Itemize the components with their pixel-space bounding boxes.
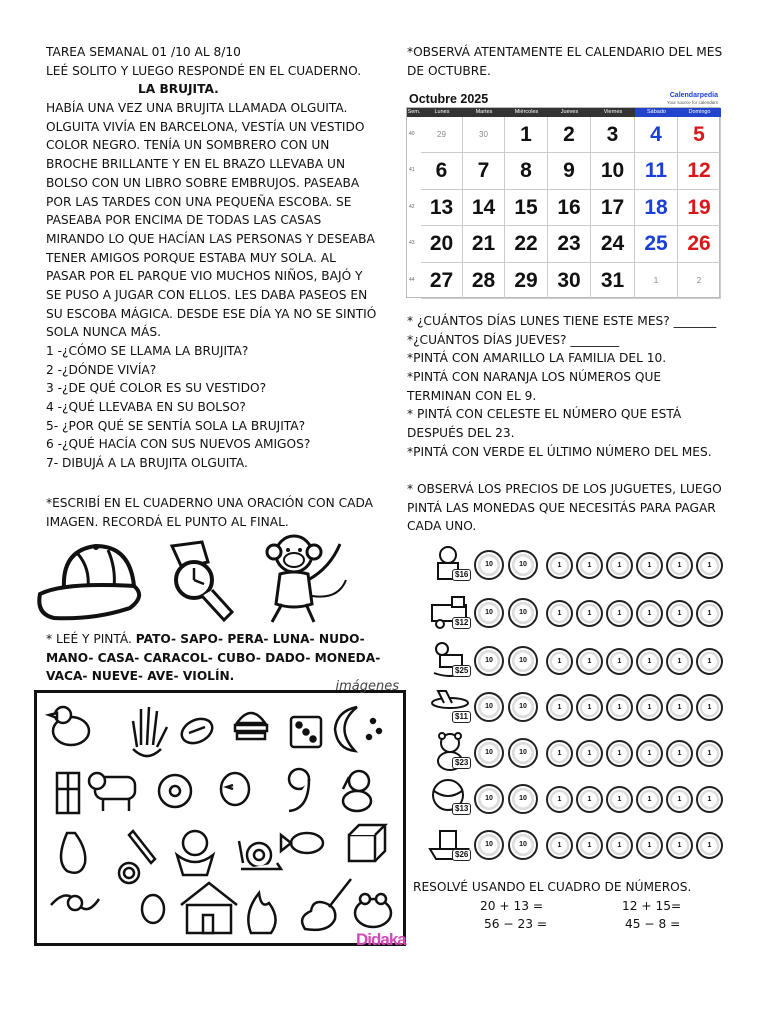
coin-one-icon[interactable]: 1 [576, 648, 603, 675]
coin-one-icon[interactable]: 1 [696, 786, 723, 813]
toy-row [428, 823, 738, 863]
toys-intro-line: PINTÁ LAS MONEDAS QUE NECESITÁS PARA PAGAR [407, 500, 716, 515]
calendar-day: 16 [548, 190, 591, 226]
coin-one-icon[interactable]: 1 [576, 786, 603, 813]
calendar-question: * ¿CUÁNTOS DÍAS LUNES TIENE ESTE MES? _______ [407, 314, 717, 328]
story-line: TENER AMIGOS PORQUE ESTABA MUY SOLA. AL [46, 250, 336, 265]
toy-price: $16 [452, 569, 471, 581]
coin-one-icon[interactable]: 1 [666, 786, 693, 813]
coin-one-icon[interactable]: 1 [546, 648, 573, 675]
toy-row [428, 639, 738, 679]
calendar-day: 17 [591, 190, 635, 226]
coin-one-icon[interactable]: 1 [666, 648, 693, 675]
toys-intro-line: CADA UNO. [407, 519, 477, 534]
toy-row [428, 685, 738, 725]
toy-price: $12 [452, 617, 471, 629]
calendar-day: 15 [505, 190, 548, 226]
coin-ten-icon[interactable]: 10 [508, 738, 538, 768]
calendar-brand [667, 92, 718, 106]
coin-one-icon[interactable]: 1 [666, 832, 693, 859]
cow-icon [89, 773, 135, 811]
coin-ten-icon[interactable]: 10 [474, 646, 504, 676]
coin-one-icon[interactable]: 1 [696, 832, 723, 859]
calendar-day: 28 [463, 263, 505, 299]
story-line: PASEABA POR ENCIMA DE TODAS LAS CASAS [46, 213, 322, 228]
story-title: LA BRUJITA. [138, 82, 219, 97]
calendar-day: 11 [635, 153, 678, 189]
coin-one-icon[interactable]: 1 [576, 600, 603, 627]
story-line: SE PUSO A JUGAR CON ELLOS. LES DABA PASEOS EN [46, 287, 368, 302]
calendar-question: TERMINAN CON EL 9. [407, 388, 537, 403]
question: 3 -¿DE QUÉ COLOR ES SU VESTIDO? [46, 381, 267, 396]
read-paint-prefix: * LEÉ Y PINTÁ. [46, 632, 132, 646]
math-problem: 12 + 15= [622, 898, 682, 913]
calendar-grid [406, 107, 720, 298]
calendar-day: 24 [591, 226, 635, 262]
calendar-weekday-header: Viernes [591, 108, 635, 117]
snail-icon [239, 841, 281, 869]
calendar-brand-name: Calendarpedia [669, 92, 718, 99]
coin-one-icon[interactable]: 1 [546, 832, 573, 859]
header-line: LEÉ SOLITO Y LUEGO RESPONDÉ EN EL CUADERNO. [46, 63, 362, 78]
coin-ten-icon[interactable]: 10 [508, 830, 538, 860]
coin-one-icon[interactable]: 1 [546, 600, 573, 627]
calendar-day: 8 [505, 153, 548, 189]
coin-ten-icon[interactable]: 10 [474, 784, 504, 814]
coin-ten-icon[interactable]: 10 [474, 692, 504, 722]
coin-one-icon[interactable]: 1 [696, 648, 723, 675]
sentence-task-line: IMAGEN. RECORDÁ EL PUNTO AL FINAL. [46, 514, 289, 529]
calendar-day: 27 [421, 263, 463, 299]
calendar-day: 25 [635, 226, 678, 262]
question: 5- ¿POR QUÉ SE SENTÍA SOLA LA BRUJITA? [46, 418, 306, 433]
calendar-weekday-header: Sábado [635, 108, 678, 117]
football-icon [178, 714, 216, 747]
cap-icon [34, 538, 150, 622]
coin-one-icon[interactable]: 1 [606, 786, 633, 813]
fish-icon [281, 833, 323, 853]
chick-icon [221, 773, 249, 805]
coin-one-icon[interactable]: 1 [576, 694, 603, 721]
coin-one-icon[interactable]: 1 [606, 694, 633, 721]
coin-one-icon[interactable]: 1 [696, 600, 723, 627]
bird-icon [49, 707, 89, 745]
pear-icon [61, 833, 85, 873]
didaka-logo: Didaka [356, 930, 406, 949]
calendar-weekday-header: Martes [463, 108, 505, 117]
egg-icon [142, 895, 164, 923]
calendar-day: 30 [463, 117, 505, 153]
board-watermark: imágenes [335, 679, 399, 694]
question: 4 -¿QUÉ LLEVABA EN SU BOLSO? [46, 400, 246, 415]
coin-one-icon[interactable]: 1 [696, 694, 723, 721]
story-line: SU ESCOBA MÁGICA. DESDE ESE DÍA YA NO SE SINTIÓ [46, 306, 377, 321]
october-calendar [406, 88, 720, 298]
coin-one-icon[interactable]: 1 [576, 832, 603, 859]
calendar-day: 18 [635, 190, 678, 226]
story-line: OLGUITA VIVÍA EN BARCELONA, VESTÍA UN VESTIDO [46, 119, 365, 134]
moon-icon [335, 707, 381, 751]
coin-ten-icon[interactable]: 10 [508, 784, 538, 814]
math-title: RESOLVÉ USANDO EL CUADRO DE NÚMEROS. [413, 880, 692, 894]
calendar-day: 12 [678, 153, 721, 189]
coin-one-icon[interactable]: 1 [666, 552, 693, 579]
dog-icon [343, 771, 371, 811]
coin-one-icon[interactable]: 1 [696, 552, 723, 579]
calendar-week-number: 44 [409, 276, 415, 283]
coin-one-icon[interactable]: 1 [606, 740, 633, 767]
calendar-day: 1 [635, 263, 678, 299]
calendar-question: * PINTÁ CON CELESTE EL NÚMERO QUE ESTÁ [407, 407, 682, 422]
calendar-day: 29 [421, 117, 463, 153]
coin-one-icon[interactable]: 1 [546, 786, 573, 813]
calendar-intro-line: *OBSERVÁ ATENTAMENTE EL CALENDARIO DEL MES [407, 45, 723, 59]
question: 6 -¿QUÉ HACÍA CON SUS NUEVOS AMIGOS? [46, 437, 311, 452]
calendar-day: 29 [505, 263, 548, 299]
question: 1 -¿CÓMO SE LLAMA LA BRUJITA? [46, 344, 249, 358]
calendar-day: 4 [635, 117, 678, 153]
toy-row [428, 731, 738, 771]
toy-row [428, 591, 738, 631]
read-paint-words: VACA- NUEVE- AVE- VIOLÍN. [46, 669, 235, 684]
coin-one-icon[interactable]: 1 [546, 740, 573, 767]
coin-one-icon[interactable]: 1 [636, 552, 663, 579]
coin-one-icon[interactable]: 1 [606, 648, 633, 675]
calendar-header-week: Sem. [407, 109, 421, 115]
math-problem: 56 − 23 = [484, 917, 548, 932]
story-line: POR LAS TARDES CON UNA PEQUEÑA ESCOBA. SE [46, 194, 352, 209]
left-column [46, 43, 386, 473]
coin-ten-icon[interactable]: 10 [474, 550, 504, 580]
story-line: HABÍA UNA VEZ UNA BRUJITA LLAMADA OLGUITA. [46, 101, 348, 116]
coin-one-icon[interactable]: 1 [546, 694, 573, 721]
knife-icon [129, 831, 155, 863]
calendar-weekday-header: Domingo [678, 108, 721, 117]
picture-board [34, 679, 406, 946]
coin-one-icon[interactable]: 1 [636, 740, 663, 767]
math-problem: 20 + 13 = [480, 898, 544, 913]
coin-one-icon[interactable]: 1 [636, 600, 663, 627]
question: 7- DIBUJÁ A LA BRUJITA OLGUITA. [46, 456, 248, 471]
calendar-question: *¿CUÁNTOS DÍAS JUEVES? ________ [407, 332, 620, 347]
calendar-day: 13 [421, 190, 463, 226]
coin-one-icon[interactable]: 1 [576, 552, 603, 579]
donut-icon [159, 775, 191, 807]
frog-icon [355, 894, 391, 927]
calendar-day: 9 [548, 153, 591, 189]
coin-ten-icon[interactable]: 10 [474, 598, 504, 628]
dice-icon [291, 717, 321, 747]
calendar-question: DESPUÉS DEL 23. [407, 426, 515, 441]
calendar-week-number: 42 [409, 203, 415, 210]
header-line: TAREA SEMANAL 01 /10 AL 8/10 [46, 45, 241, 59]
coin-one-icon[interactable]: 1 [606, 600, 633, 627]
calendar-day: 2 [548, 117, 591, 153]
calendar-question: *PINTÁ CON NARANJA LOS NÚMEROS QUE [407, 370, 662, 385]
story-line: SOLA NUNCA MÁS. [46, 325, 161, 340]
calendar-day: 14 [463, 190, 505, 226]
toy-price: $25 [452, 665, 471, 677]
coin-ten-icon[interactable]: 10 [508, 550, 538, 580]
calendar-weekday-header: Jueves [548, 108, 591, 117]
calendar-day: 22 [505, 226, 548, 262]
house-icon [181, 883, 237, 933]
coin-ten-icon[interactable]: 10 [474, 738, 504, 768]
window-icon [57, 773, 79, 813]
calendar-day: 5 [678, 117, 721, 153]
read-paint-words: MANO- CASA- CARACOL- CUBO- DADO- MONEDA- [46, 650, 381, 665]
story-line: BROCHE BRILLANTE Y EN EL BRAZO LLEVABA UN [46, 157, 346, 172]
knot-icon [51, 895, 99, 910]
coin-one-icon[interactable]: 1 [636, 786, 663, 813]
toy-price: $13 [452, 803, 471, 815]
calendar-title: Octubre 2025 [409, 92, 489, 106]
calendar-questions [407, 312, 737, 462]
calendar-week-number: 40 [409, 131, 415, 137]
calendar-question: *PINTÁ CON VERDE EL ÚLTIMO NÚMERO DEL MES. [407, 444, 712, 459]
read-paint-task [46, 630, 386, 686]
coin-ten-icon[interactable]: 10 [474, 830, 504, 860]
calendar-day: 20 [421, 226, 463, 262]
toy-row [428, 543, 738, 583]
coin-one-icon[interactable]: 1 [576, 740, 603, 767]
calendar-day: 3 [591, 117, 635, 153]
math-problem: 45 − 8 = [625, 917, 681, 932]
watch-icon [162, 540, 234, 622]
nine-icon [289, 769, 309, 811]
calendar-weekday-header: Miércoles [505, 108, 548, 117]
board-drawings [37, 693, 403, 943]
coin-one-icon[interactable]: 1 [696, 740, 723, 767]
coin-one-icon[interactable]: 1 [606, 552, 633, 579]
toy-price: $23 [452, 757, 471, 769]
calendar-week-number: 43 [409, 240, 415, 247]
coin-one-icon[interactable]: 1 [546, 552, 573, 579]
calendar-day: 31 [591, 263, 635, 299]
sentence-task [46, 494, 386, 531]
toys-intro-line: * OBSERVÁ LOS PRECIOS DE LOS JUGUETES, LUEGO [407, 482, 722, 496]
cube-icon [349, 825, 385, 861]
calendar-weekday-header: Lunes [421, 108, 463, 117]
calendar-day: 7 [463, 153, 505, 189]
coin-one-icon[interactable]: 1 [636, 832, 663, 859]
coin-one-icon[interactable]: 1 [666, 740, 693, 767]
sentence-task-line: *ESCRIBÍ EN EL CUADERNO UNA ORACIÓN CON CADA [46, 496, 373, 510]
story-line: BOLSO CON UN LIBRO SOBRE EMBRUJOS. PASEABA [46, 175, 360, 190]
calendar-intro-line: DE OCTUBRE. [407, 63, 491, 78]
violin-icon [302, 879, 351, 930]
calendar-brand-sub: Your source for calendars [666, 100, 718, 105]
coin-ten-icon[interactable]: 10 [508, 646, 538, 676]
toys-intro [407, 480, 737, 536]
calendar-day: 2 [678, 263, 721, 299]
burger-icon [235, 713, 267, 739]
coin-icon [119, 863, 139, 883]
monkey-icon [254, 530, 354, 626]
toy-price: $26 [452, 849, 471, 861]
calendar-day: 19 [678, 190, 721, 226]
calendar-week-number: 41 [409, 167, 415, 174]
story-line: PASAR POR EL PARQUE VIO MUCHOS NIÑOS, BAJÓ Y [46, 269, 363, 284]
coin-one-icon[interactable]: 1 [636, 648, 663, 675]
clown-icon [177, 831, 213, 875]
toy-price: $11 [452, 711, 471, 723]
read-paint-words: PATO- SAPO- PERA- LUNA- NUDO- [135, 632, 365, 646]
coin-ten-icon[interactable]: 10 [508, 692, 538, 722]
calendar-day: 21 [463, 226, 505, 262]
calendar-day: 23 [548, 226, 591, 262]
coin-ten-icon[interactable]: 10 [508, 598, 538, 628]
coin-one-icon[interactable]: 1 [636, 694, 663, 721]
question: 2 -¿DÓNDE VIVÍA? [46, 362, 157, 377]
calendar-intro [407, 43, 737, 80]
coin-one-icon[interactable]: 1 [666, 600, 693, 627]
calendar-day: 1 [505, 117, 548, 153]
math-section [413, 878, 733, 934]
story-line: MIRANDO LO QUE HACÍAN LAS PERSONAS Y DESEABA [46, 231, 375, 246]
hand-icon [133, 707, 167, 756]
calendar-day: 26 [678, 226, 721, 262]
calendar-question: *PINTÁ CON AMARILLO LA FAMILIA DEL 10. [407, 351, 667, 366]
coin-one-icon[interactable]: 1 [606, 832, 633, 859]
calendar-day: 30 [548, 263, 591, 299]
calendar-day: 6 [421, 153, 463, 189]
fire-icon [248, 893, 275, 933]
story-line: COLOR NEGRO. TENÍA UN SOMBRERO CON UN [46, 138, 330, 153]
calendar-day: 10 [591, 153, 635, 189]
coin-one-icon[interactable]: 1 [666, 694, 693, 721]
toy-row [428, 777, 738, 817]
